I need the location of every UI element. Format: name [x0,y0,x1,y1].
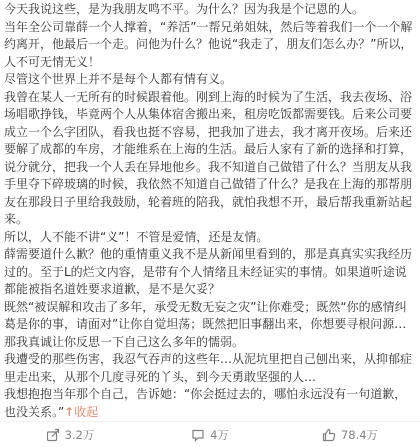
post-paragraph: 我遭受的那些伤害，我忍气吞声的这些年…从泥坑里把自己刨出来，从抑郁症里走出来，从那个几度寻死的丫头，到今天勇敢坚强的人… [4,352,413,384]
action-bar [0,421,420,447]
post-last-paragraph [4,386,416,421]
share-button[interactable] [0,427,140,443]
like-button[interactable] [280,427,420,443]
share-count: 3.2万 [64,427,95,442]
comment-count: 4万 [210,427,229,442]
post-paragraph-text: 我想抱抱当年那个自己，告诉她：“你会挺过去的，哪怕永远没有一句道歉，也没关系。” [4,387,407,419]
post-paragraph: 所以，人不能不讲“义”！不管是爱情，还是友情。 [4,229,269,244]
post-paragraph: 当年全公司靠薛一个人撑着，“养活”一帮兄弟姐妹，然后等着我们一个一个解约离开，他最后一个走。问他为什么？他说“我走了，朋友们怎么办？”所以，人不可无情无义！ [4,19,413,69]
share-icon [46,428,60,442]
collapse-label: 收起 [74,404,99,419]
post-paragraph: 今天我说这些，是为我朋友鸣不平。为什么？因为我是个记恩的人。 [4,2,365,16]
post-paragraph: 我曾在某人一无所有的时候跟着他。刚到上海的时候为了生活，我去夜场、浴场唱歌挣钱，毕竟两个人从集体宿舍搬出来，租房吃饭都需要钱。后来公司要成立一个么字团队，看我也挺不容易，把我加了进去，我才离开夜场。后来还要解了成都的车房，才能维系在上海的生活。最后人家有了新的选择和打算，说分就分，把我一个人丢在异地他乡。我不知道自己做错了什么？当朋友从我手里夺下碎玻璃的时候，我依然不知道自己做错了什么？是我在上海的那帮朋友在那段日子里给我鼓励，轮着班的陪我，就怕我想不开，最后帮我重新站起来。 [4,89,413,226]
comment-button[interactable] [140,427,280,443]
collapse-link[interactable]: ↑收起 [64,404,99,419]
post-paragraph: 尽管这个世界上并不是每个人都有情有义。 [4,72,233,86]
post-paragraph: 既然“被误解和攻击了多年，承受无数无妄之灾”让你难受；既然“你的感情纠葛是你的事，请面对”让你自觉坦荡；既然把旧事翻出来，你想要寻根问源…那我真诚让你反思一下自己这么多年的懦弱。 [4,299,407,349]
post-paragraph: 薛需要道什么歉？他的重情重义我不是从新闻里看到的，那是真真实实我经历过的。至于L的烂文内容，是带有个人情绪且未经证实的事情。如果道听途说都能被指名道姓要求道歉，是不是欠妥？ [4,247,413,296]
thumbs-up-icon [322,428,336,442]
post-body [4,1,416,421]
like-count: 78.4万 [340,427,379,442]
comment-icon [191,428,205,442]
